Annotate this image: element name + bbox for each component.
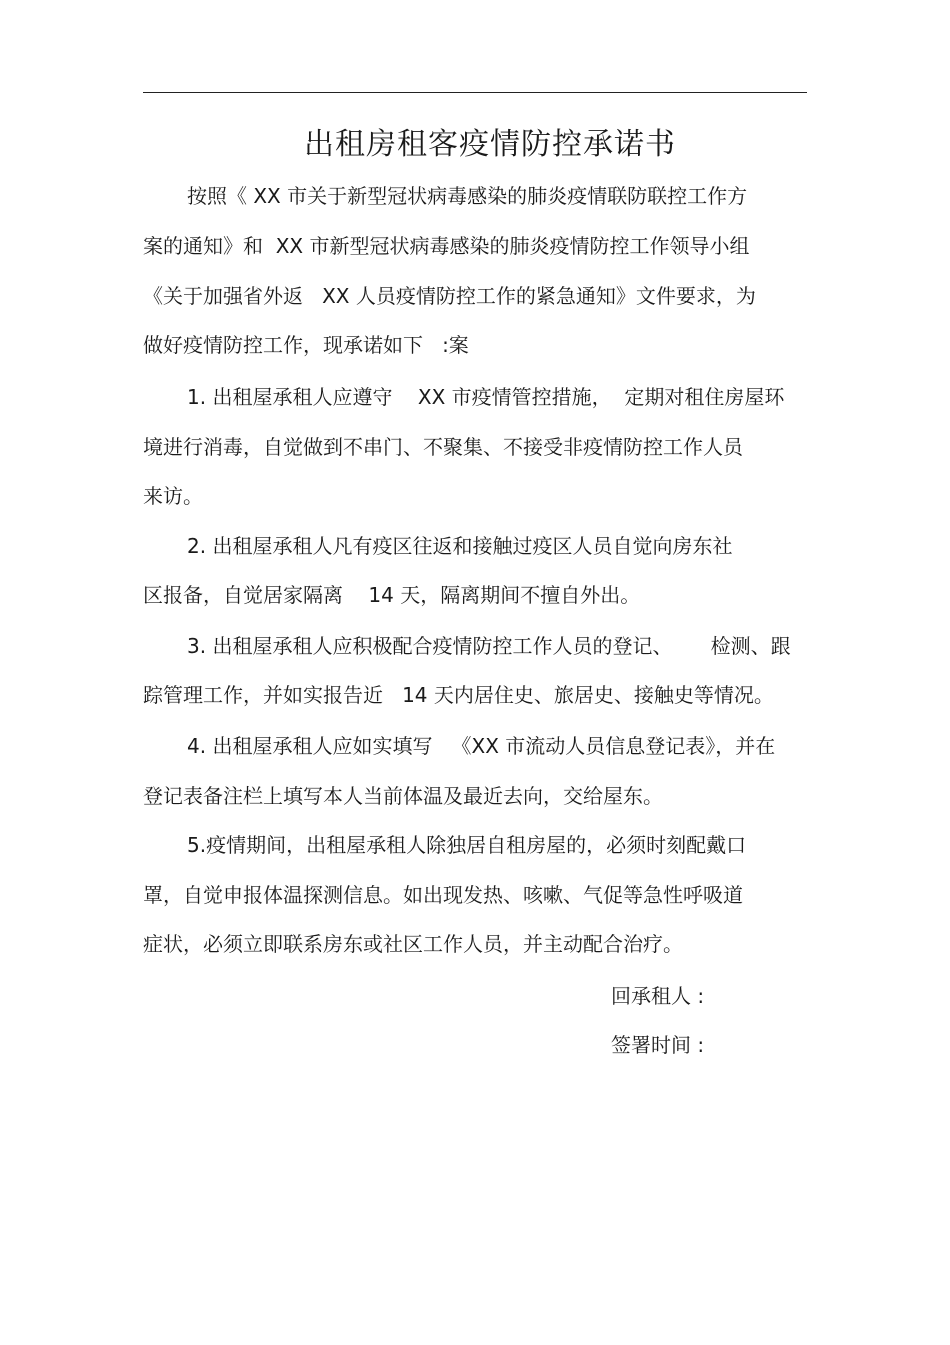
item-1-line: 境进行消毒，自觉做到不串门、不聚集、不接受非疫情防控工作人员 bbox=[143, 435, 743, 459]
item-5-line: 症状，必须立即联系房东或社区工作人员，并主动配合治疗。 bbox=[143, 932, 683, 956]
tenant-signature-label: 回承租人 : bbox=[611, 984, 705, 1008]
item-1-line: 来访。 bbox=[143, 484, 203, 508]
item-2-line: 区报备，自觉居家隔离 14 天，隔离期间不擅自外出。 bbox=[143, 583, 641, 607]
document-title: 出租房租客疫情防控承诺书 bbox=[304, 127, 676, 162]
item-2-line: 2. 出租屋承租人凡有疫区往返和接触过疫区人员自觉向房东社 bbox=[187, 534, 733, 558]
item-5-line: 5.疫情期间，出租屋承租人除独居自租房屋的，必须时刻配戴口 bbox=[187, 833, 747, 857]
signing-date-label: 签署时间 : bbox=[611, 1033, 705, 1057]
intro-line: 《关于加强省外返 XX 人员疫情防控工作的紧急通知》文件要求，为 bbox=[143, 284, 756, 308]
item-1-line: 1. 出租屋承租人应遵守 XX 市疫情管控措施， 定期对租住房屋环 bbox=[187, 385, 785, 409]
intro-line: 案的通知》和 XX 市新型冠状病毒感染的肺炎疫情防控工作领导小组 bbox=[143, 234, 750, 258]
intro-line: 做好疫情防控工作，现承诺如下 :案 bbox=[143, 333, 469, 357]
item-3-line: 踪管理工作，并如实报告近 14 天内居住史、旅居史、接触史等情况。 bbox=[143, 683, 774, 707]
item-4-line: 4. 出租屋承租人应如实填写 《XX 市流动人员信息登记表》，并在 bbox=[187, 734, 776, 758]
item-4-line: 登记表备注栏上填写本人当前体温及最近去向，交给屋东。 bbox=[143, 784, 663, 808]
item-5-line: 罩，自觉申报体温探测信息。如出现发热、咳嗽、气促等急性呼吸道 bbox=[143, 883, 743, 907]
header-rule bbox=[143, 92, 807, 93]
item-3-line: 3. 出租屋承租人应积极配合疫情防控工作人员的登记、 检测、跟 bbox=[187, 634, 791, 658]
intro-line: 按照《 XX 市关于新型冠状病毒感染的肺炎疫情联防联控工作方 bbox=[187, 184, 748, 208]
